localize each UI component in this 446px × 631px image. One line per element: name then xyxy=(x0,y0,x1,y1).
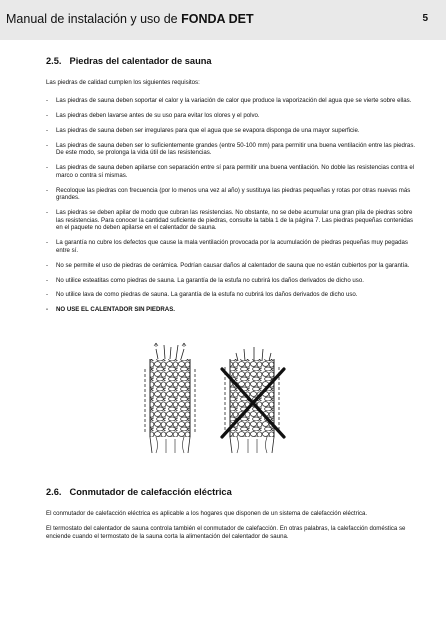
list-item: - Las piedras de sauna deben ser lo suficientemente grandes (entre 50-100 mm) para permitir una buena ventilación entre las piedras. De este modo, se prolonga la vida útil de las resistencias. xyxy=(46,142,416,157)
list-item: - No utilice esteatitas como piedras de sauna. La garantía de la estufa no cubrirá los daños derivados de dicho uso. xyxy=(46,277,416,285)
section-title: Piedras del calentador de sauna xyxy=(69,56,212,66)
list-item-warning: - NO USE EL CALENTADOR SIN PIEDRAS. xyxy=(46,306,416,314)
section-number: 2.5. xyxy=(46,56,62,66)
manual-title xyxy=(6,12,254,26)
stones-intro: Las piedras de calidad cumplen los siguientes requisitos: xyxy=(46,79,200,86)
switch-paragraph-2: El termostato del calentador de sauna controla también el conmutador de calefacción. En otras palabras, la calefacción doméstica se enciende cuando el termostato de la sauna corta la alimentación del calentador de sauna. xyxy=(46,525,406,540)
list-item: - Las piedras de sauna deben soportar el calor y la variación de calor que produce la vaporización del agua que se vierte sobre ellas. xyxy=(46,97,416,105)
section-heading-stones xyxy=(46,56,212,66)
correct-stacking-drawing xyxy=(145,343,195,453)
list-item: - No utilice lava de como piedras de sauna. La garantía de la estufa no cubrirá los daños derivados de dicho uso. xyxy=(46,291,416,299)
list-item: - Recoloque las piedras con frecuencia (por lo menos una vez al año) y sustituya las piedras pequeñas y rotas por otras nuevas más grandes. xyxy=(46,187,416,202)
page-number: 5 xyxy=(422,13,428,24)
section-number: 2.6. xyxy=(46,487,62,497)
page-header xyxy=(0,0,446,40)
stone-stacking-illustration xyxy=(118,341,318,459)
list-item: - No se permite el uso de piedras de cerámica. Podrían causar daños al calentador de sauna que no están cubiertos por la garantía. xyxy=(46,262,416,270)
list-item: - Las piedras de sauna deben apilarse con separación entre sí para permitir una buena ventilación. No doble las resistencias contra el marco o contra sí mismas. xyxy=(46,164,416,179)
section-heading-switch xyxy=(46,487,232,497)
manual-title-brand: FONDA DET xyxy=(181,12,254,26)
list-item: - Las piedras se deben apilar de modo que cubran las resistencias. No obstante, no se debe acumular una gran pila de piedras sobre las resistencias. Para conocer la cantidad suficiente de piedras, consulte la tabla 1 de la página 7. Las piedras pequeñas contenidas en el paquete no deben apilarse en el calentador de sauna. xyxy=(46,209,416,232)
list-item: - La garantía no cubre los defectos que cause la mala ventilación provocada por la acumulación de piedras pequeñas muy pegadas entre sí. xyxy=(46,239,416,254)
manual-title-prefix: Manual de instalación y uso de xyxy=(6,12,182,26)
switch-paragraph-1: El conmutador de calefacción eléctrica es aplicable a los hogares que disponen de un sistema de calefacción eléctrica. xyxy=(46,510,368,517)
list-item: - Las piedras deben lavarse antes de su uso para evitar los olores y el polvo. xyxy=(46,112,416,120)
list-item: - Las piedras de sauna deben ser irregulares para que el agua que se evapora disponga de una mayor superficie. xyxy=(46,127,416,135)
section-title: Conmutador de calefacción eléctrica xyxy=(69,487,232,497)
stone-requirements-list xyxy=(46,97,416,321)
